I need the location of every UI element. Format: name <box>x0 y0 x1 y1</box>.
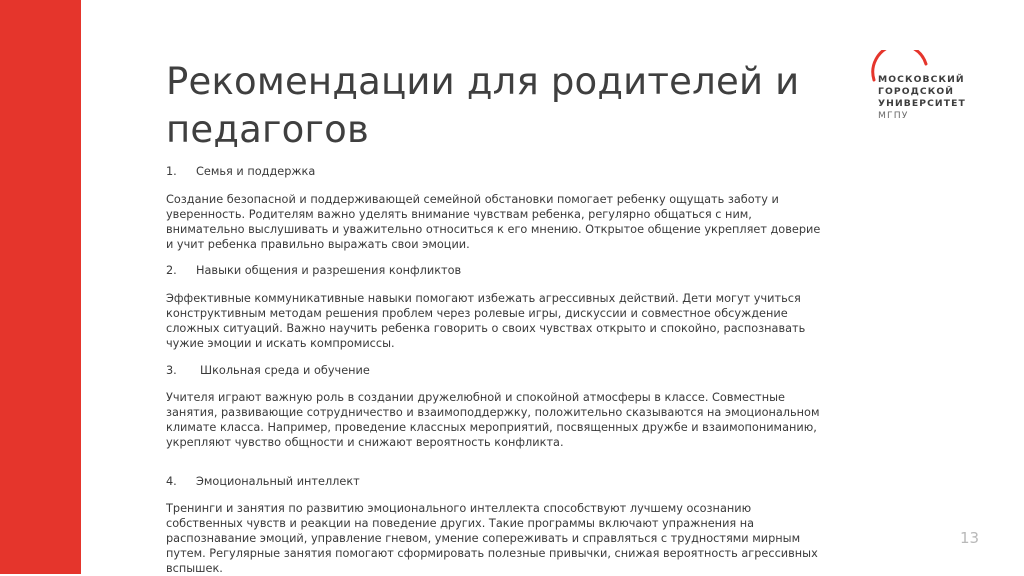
section-4-number: 4. <box>166 475 177 488</box>
section-2-heading <box>166 263 826 278</box>
section-3-paragraph: Учителя играют важную роль в создании дружелюбной и спокойной атмосферы в классе. Совместные занятия, развивающие сотрудничество и взаимоподдержку, положительно сказываются на эмоциональном климате класса. Например, проведение классных мероприятий, посвященных дружбе и взаимопониманию, укрепляют чувство общности и снижают вероятность конфликта. <box>166 391 820 449</box>
section-2-title: Навыки общения и разрешения конфликтов <box>196 264 462 277</box>
section-4-heading <box>166 474 826 489</box>
section-1-title: Семья и поддержка <box>196 165 316 178</box>
section-1-number: 1. <box>166 165 177 178</box>
red-side-bar <box>0 0 81 574</box>
section-3-title: Школьная среда и обучение <box>200 364 370 377</box>
section-2-number: 2. <box>166 264 177 277</box>
logo-line-1: МОСКОВСКИЙ <box>878 74 965 85</box>
section-4-title: Эмоциональный интеллект <box>196 475 360 488</box>
section-2-paragraph: Эффективные коммуникативные навыки помогают избежать агрессивных действий. Дети могут учиться конструктивным методам решения проблем через ролевые игры, дискуссии и совместное обсуждение сложных ситуаций. Важно научить ребенка говорить о своих чувствах открыто и спокойно, распознавать чужие эмоции и искать компромиссы. <box>166 292 806 350</box>
slide-content <box>166 160 826 576</box>
logo-line-4: МГПУ <box>878 110 909 121</box>
section-4-paragraph: Тренинги и занятия по развитию эмоционального интеллекта способствуют лучшему осознанию собственных чувств и реакции на поведение других. Такие программы включают упражнения на распознавание эмоций, управление гневом, умение сопереживать и справляться с трудностями мирным путем. Регулярные занятия помогают сформировать полезные привычки, снижая вероятность агрессивных вспышек. <box>166 502 818 575</box>
university-logo <box>866 50 986 130</box>
logo-line-3: УНИВЕРСИТЕТ <box>878 98 966 109</box>
page-number: 13 <box>960 529 980 547</box>
section-3-number: 3. <box>166 364 177 377</box>
slide-title: Рекомендации для родителей и педагогов <box>166 60 800 151</box>
logo-line-2: ГОРОДСКОЙ <box>878 86 955 97</box>
section-3-heading <box>166 363 826 378</box>
section-1-paragraph: Создание безопасной и поддерживающей семейной обстановки помогает ребенку ощущать заботу и уверенность. Родителям важно уделять внимание чувствам ребенка, регулярно общаться с ним, внимательно выслушивать и уважительно относиться к его мнению. Открытое общение укрепляет доверие и учит ребенка правильно выражать свои эмоции. <box>166 193 821 251</box>
section-1-heading <box>166 164 826 179</box>
